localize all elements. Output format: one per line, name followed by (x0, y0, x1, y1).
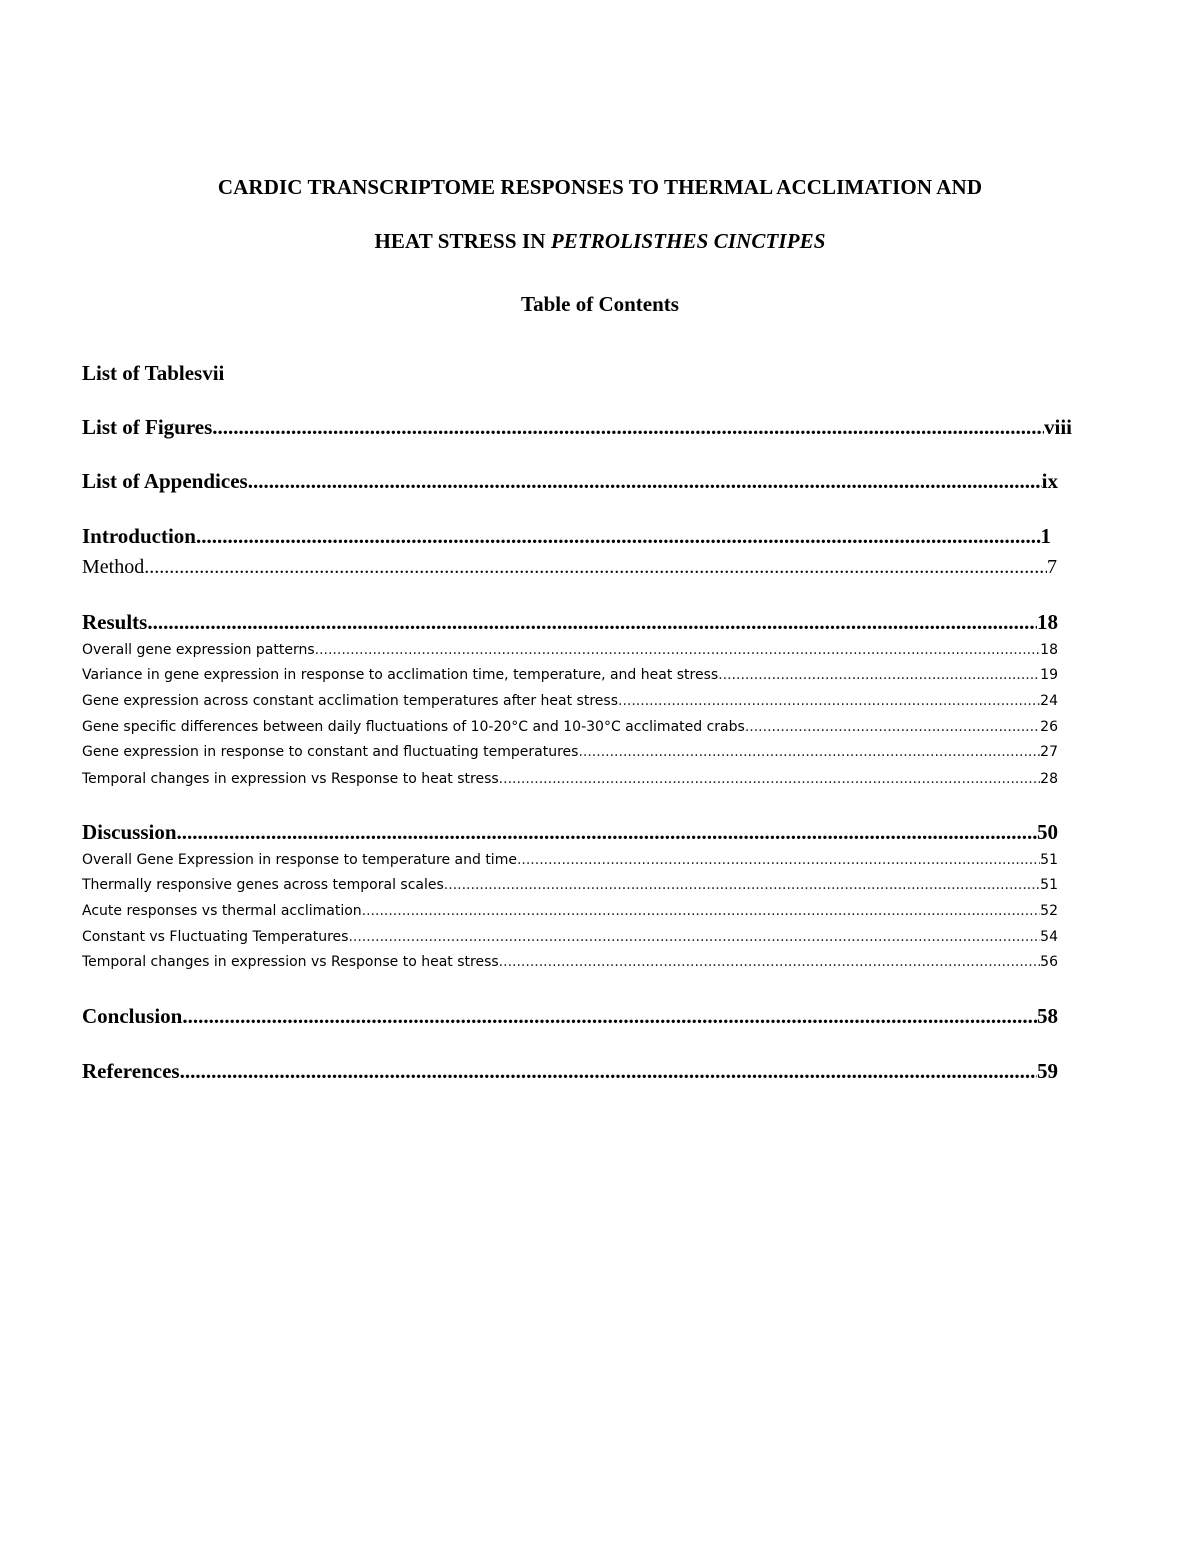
toc-entry-label: Method (82, 556, 145, 578)
toc-subentry-page: 24 (1040, 693, 1058, 709)
toc-subentry-page: 56 (1040, 954, 1058, 970)
toc-subentry-page: 27 (1040, 744, 1058, 760)
toc-heading: Table of Contents (521, 292, 679, 316)
dot-leader (578, 743, 1040, 761)
toc-entry-page: 59 (1037, 1059, 1058, 1083)
toc-subentry-page: 26 (1040, 719, 1058, 735)
toc-entry-label: Introduction (82, 524, 196, 548)
toc-entry-discussion[interactable] (82, 819, 1058, 845)
toc-subentry-results-3[interactable] (82, 718, 1058, 736)
toc-subentry-page: 52 (1040, 903, 1058, 919)
toc-subentry-page: 54 (1040, 929, 1058, 945)
toc-entry-references[interactable] (82, 1058, 1058, 1084)
toc-subentry-page: 51 (1040, 877, 1058, 893)
species-name: PETROLISTHES CINCTIPES (550, 229, 826, 253)
dot-leader (618, 692, 1040, 710)
dot-leader (180, 1058, 1037, 1084)
dot-leader (212, 414, 1044, 440)
toc-subentry-label: Acute responses vs thermal acclimation (82, 903, 362, 919)
toc-subentry-label: Overall gene expression patterns (82, 642, 315, 658)
toc-subentry-discussion-0[interactable] (82, 851, 1058, 869)
dot-leader (499, 953, 1041, 971)
toc-entry-page: viii (1043, 415, 1072, 439)
toc-entry-page: 1 (1040, 524, 1051, 548)
title-line-1: CARDIC TRANSCRIPTOME RESPONSES TO THERMAL ACCLIMATION AND (217, 175, 983, 199)
toc-entry-label: Discussion. (82, 820, 182, 844)
dot-leader (517, 851, 1040, 869)
toc-subentry-page: 18 (1040, 642, 1058, 658)
toc-entry-list-of-figures[interactable] (82, 414, 1072, 440)
toc-entry-results[interactable] (82, 609, 1058, 635)
toc-subentry-label: Temporal changes in expression vs Response to heat stress (82, 954, 499, 970)
dot-leader (348, 928, 1040, 946)
dot-leader (248, 468, 1042, 494)
toc-entry-page: 50 (1037, 820, 1058, 844)
toc-subentry-results-0[interactable] (82, 641, 1058, 659)
toc-subentry-label: Overall Gene Expression in response to temperature and time (82, 852, 517, 868)
toc-subentry-page: 51 (1040, 852, 1058, 868)
toc-subentry-results-1[interactable] (82, 666, 1058, 684)
toc-subentry-page: 19 (1040, 667, 1058, 683)
toc-subentry-label: Temporal changes in expression vs Response to heat stress (82, 771, 499, 787)
toc-subentry-label: Thermally responsive genes across temporal scales (82, 877, 444, 893)
dot-leader (144, 555, 1047, 579)
toc-subentry-discussion-2[interactable] (82, 902, 1058, 920)
dot-leader (745, 718, 1040, 736)
toc-subentry-discussion-1[interactable] (82, 876, 1058, 894)
toc-entry-introduction[interactable] (82, 523, 1051, 549)
toc-entry-page: ix (1041, 469, 1058, 493)
toc-entry-page: 7 (1047, 556, 1057, 578)
dot-leader (718, 666, 1040, 684)
dot-leader (315, 641, 1041, 659)
toc-entry-list-of-tables[interactable] (82, 360, 224, 386)
dot-leader (444, 876, 1040, 894)
dot-leader (196, 523, 1041, 549)
toc-subentry-discussion-4[interactable] (82, 953, 1058, 971)
title-line-2 (0, 228, 1200, 254)
toc-entry-list-of-appendices[interactable] (82, 468, 1058, 494)
toc-subentry-label: Gene expression across constant acclimation temperatures after heat stress (82, 693, 618, 709)
toc-entry-label: Conclusion (82, 1004, 183, 1028)
dot-leader (362, 902, 1041, 920)
toc-subentry-discussion-3[interactable] (82, 928, 1058, 946)
toc-subentry-label: Constant vs Fluctuating Temperatures (82, 929, 349, 945)
toc-entry-label: List of Appendices (82, 469, 248, 493)
toc-entry-conclusion[interactable] (82, 1003, 1058, 1029)
toc-entry-label: List of Tablesvii (82, 361, 225, 385)
toc-subentry-label: Gene specific differences between daily fluctuations of 10-20°C and 10-30°C acclimated crabs (82, 719, 745, 735)
dot-leader (182, 819, 1037, 845)
dot-leader (499, 770, 1041, 788)
title-line-2-prefix: HEAT STRESS IN (374, 229, 551, 253)
toc-entry-page: 58 (1037, 1004, 1058, 1028)
toc-subentry-label: Gene expression in response to constant and fluctuating temperatures (82, 744, 579, 760)
toc-subentry-results-4[interactable] (82, 743, 1058, 761)
toc-entry-method[interactable] (82, 555, 1057, 579)
toc-entry-label: Results (82, 610, 148, 634)
toc-subentry-label: Variance in gene expression in response to acclimation time, temperature, and heat stress (82, 667, 719, 683)
toc-entry-label: References (82, 1059, 180, 1083)
toc-subentry-results-5[interactable] (82, 770, 1058, 788)
dot-leader (147, 609, 1037, 635)
toc-entry-page: 18 (1037, 610, 1058, 634)
toc-subentry-results-2[interactable] (82, 692, 1058, 710)
toc-subentry-page: 28 (1040, 771, 1058, 787)
dot-leader (182, 1003, 1037, 1029)
toc-entry-label: List of Figures (82, 415, 213, 439)
